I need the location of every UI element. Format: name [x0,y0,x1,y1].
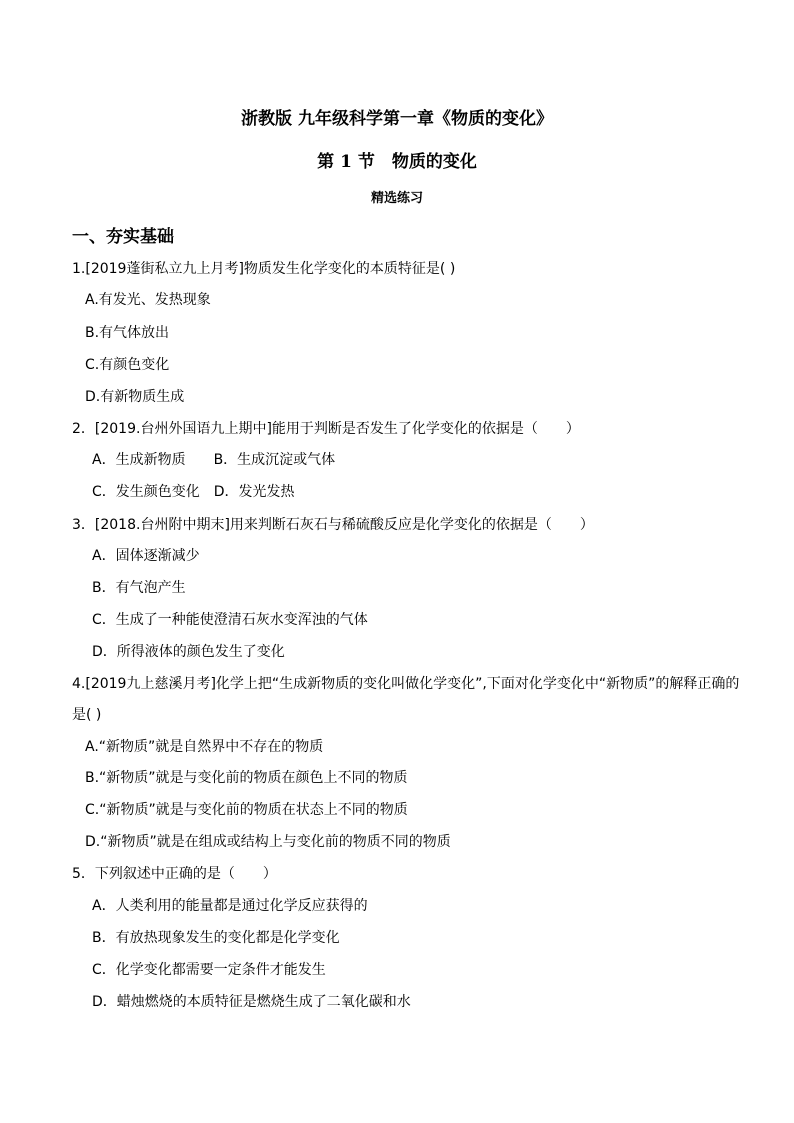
section-title: 第 1 节 物质的变化 [317,152,477,172]
question-1-stem: 1.[2019蓬街私立九上月考]物质发生化学变化的本质特征是( ) [72,261,456,277]
document-subtitle: 精选练习 [370,191,423,206]
question-5-stem: 5．下列叙述中正确的是（ ） [72,866,277,882]
question-3-stem: 3．[2018.台州附中期末]用来判断石灰石与稀硫酸反应是化学变化的依据是（ ） [72,517,594,533]
part-heading: 一、夯实基础 [72,227,174,247]
question-4-option-c: C.“新物质”就是与变化前的物质在状态上不同的物质 [85,802,408,818]
question-4-option-a: A.“新物质”就是自然界中不存在的物质 [85,739,324,755]
question-3-option-b: B．有气泡产生 [92,580,186,596]
question-1-option-b: B.有气体放出 [85,325,170,341]
question-1-option-a: A.有发光、发热现象 [85,292,211,308]
question-3-option-c: C．生成了一种能使澄清石灰水变浑浊的气体 [92,612,368,628]
question-4-option-d: D.“新物质”就是在组成或结构上与变化前的物质不同的物质 [85,834,451,850]
question-2-stem: 2．[2019.台州外国语九上期中]能用于判断是否发生了化学变化的依据是（ ） [72,421,580,437]
question-5-option-a: A．人类利用的能量都是通过化学反应获得的 [92,898,368,914]
question-4-option-b: B.“新物质”就是与变化前的物质在颜色上不同的物质 [85,770,408,786]
document-title: 浙教版 九年级科学第一章《物质的变化》 [241,109,553,129]
question-4-stem: 4.[2019九上慈溪月考]化学上把“生成新物质的变化叫做化学变化”,下面对化学变化中“新物质”的解释正确的 [72,676,740,692]
question-5-option-b: B．有放热现象发生的变化都是化学变化 [92,930,340,946]
question-5-option-d: D．蜡烛燃烧的本质特征是燃烧生成了二氧化碳和水 [92,994,411,1010]
question-2-options-cd: C．发生颜色变化 D．发光发热 [92,484,295,500]
question-1-option-d: D.有新物质生成 [85,389,185,405]
question-4-stem-continued: 是( ) [72,707,102,723]
question-3-option-a: A．固体逐渐减少 [92,548,200,564]
question-1-option-c: C.有颜色变化 [85,357,170,373]
question-3-option-d: D．所得液体的颜色发生了变化 [92,644,285,660]
question-5-option-c: C．化学变化都需要一定条件才能发生 [92,962,326,978]
question-2-options-ab: A．生成新物质 B．生成沉淀或气体 [92,452,336,468]
